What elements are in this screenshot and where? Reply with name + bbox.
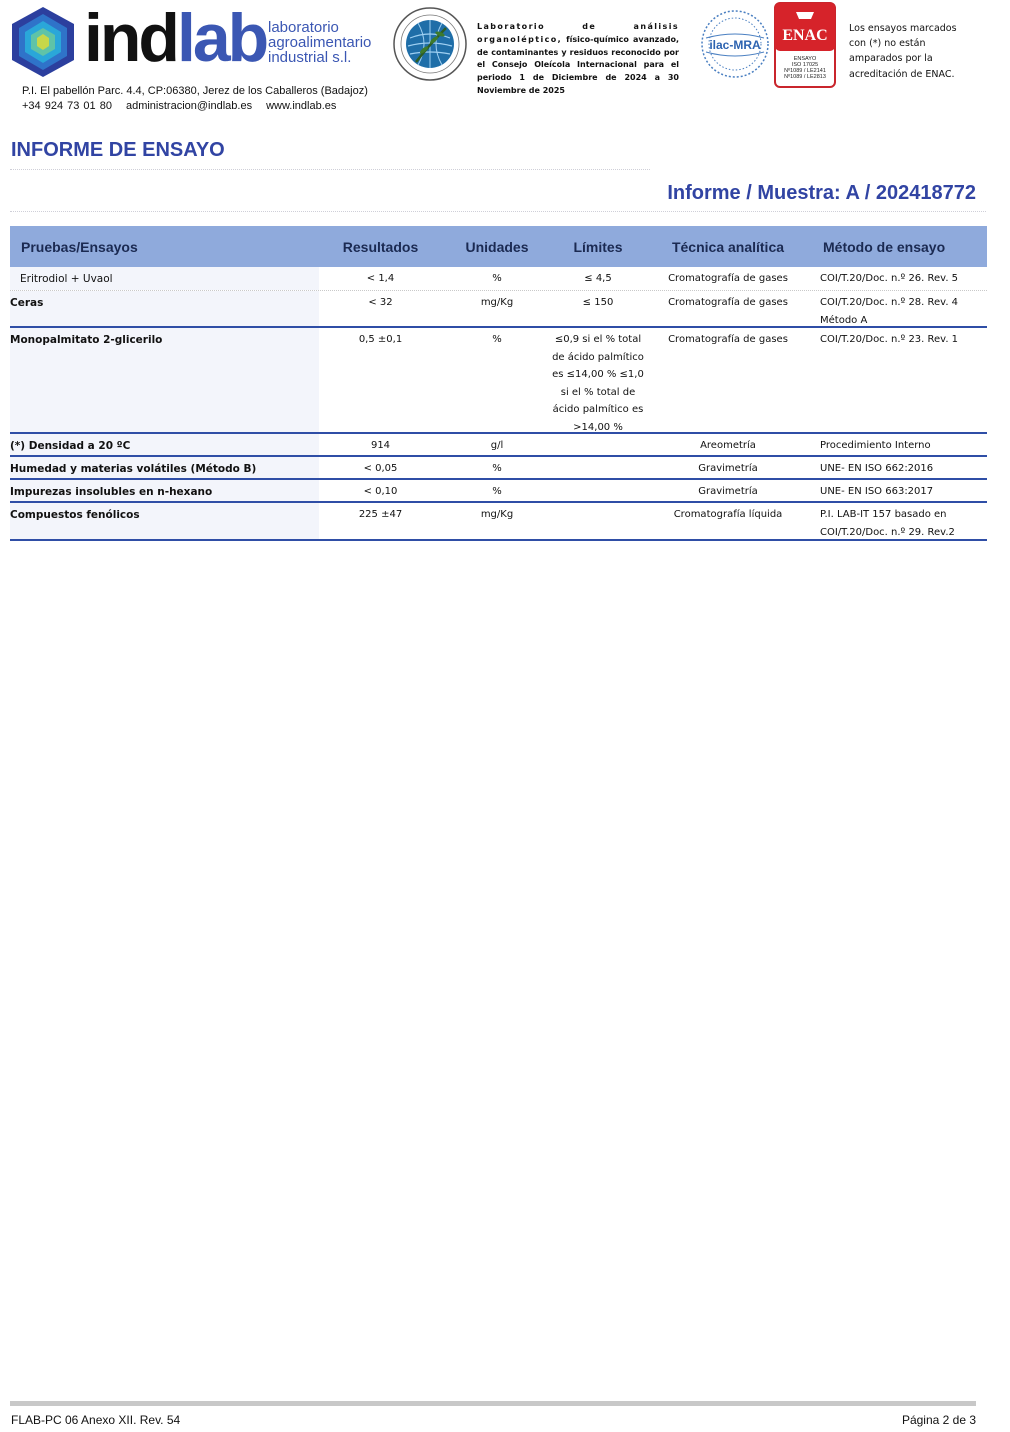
page-title: INFORME DE ENSAYO: [11, 139, 225, 161]
table-row: [10, 267, 987, 291]
cell-result: < 1,4: [366, 273, 395, 284]
table-row: [10, 434, 987, 457]
cell-technique: Cromatografía de gases: [668, 297, 788, 308]
cell-result: 914: [370, 440, 391, 451]
cell-result: < 0,05: [363, 463, 398, 474]
form-reference: FLAB-PC 06 Anexo XII. Rev. 54: [11, 1413, 181, 1427]
cell-limits: [552, 434, 644, 455]
results-table: [10, 226, 987, 541]
cell-technique: Gravimetría: [698, 486, 758, 497]
svg-text:ENAC: ENAC: [782, 27, 828, 44]
brand-subtitle: laboratorio agroalimentario industrial s.l.: [268, 19, 372, 66]
cell-units: mg/Kg: [480, 297, 514, 308]
cell-test: Humedad y materias volátiles (Método B): [10, 457, 319, 478]
cell-limits: [552, 480, 644, 501]
cell-result: 0,5 ±0,1: [358, 334, 403, 345]
divider: [10, 211, 986, 212]
svg-text:Nº1089 / LE2141: Nº1089 / LE2141: [784, 68, 826, 74]
cell-units: g/l: [490, 440, 504, 451]
table-row: [10, 457, 987, 480]
column-header-limits: Límites: [573, 238, 623, 255]
cell-units: %: [492, 273, 502, 284]
svg-text:ilac-MRA: ilac-MRA: [709, 38, 761, 52]
cell-units: %: [492, 463, 502, 474]
table-row: [10, 291, 987, 328]
cell-technique: Cromatografía de gases: [668, 334, 788, 345]
coi-seal-icon: [392, 6, 468, 82]
table-row: [10, 328, 987, 434]
cell-test: Monopalmitato 2-glicerilo: [10, 328, 319, 432]
cell-method: COI/T.20/Doc. n.º 28. Rev. 4 Método A: [820, 297, 959, 326]
cell-units: mg/Kg: [480, 509, 514, 520]
cell-method: Procedimiento Interno: [820, 440, 931, 451]
cell-result: < 0,10: [363, 486, 398, 497]
cell-result: 225 ±47: [358, 509, 403, 520]
divider: [10, 169, 650, 170]
column-header-result: Resultados: [342, 238, 419, 255]
column-header-technique: Técnica analítica: [671, 238, 785, 255]
sample-id-title: Informe / Muestra: A / 202418772: [667, 182, 976, 204]
svg-text:Nº1089 / LE2813: Nº1089 / LE2813: [784, 74, 826, 80]
cell-method: COI/T.20/Doc. n.º 26. Rev. 5: [820, 273, 959, 284]
cell-method: P.I. LAB-IT 157 basado en COI/T.20/Doc. n.º 29. Rev.2: [820, 509, 955, 538]
email-link[interactable]: administracion@indlab.es: [125, 100, 253, 112]
cell-result: < 32: [368, 297, 393, 308]
ilac-mra-icon: [700, 8, 770, 80]
cell-test: (*) Densidad a 20 ºC: [10, 434, 319, 455]
cell-method: UNE- EN ISO 663:2017: [820, 486, 934, 497]
cell-technique: Cromatografía de gases: [668, 273, 788, 284]
cell-units: %: [492, 334, 502, 345]
page-number: Página 2 de 3: [901, 1413, 976, 1427]
cell-units: %: [492, 486, 502, 497]
cell-technique: Areometría: [700, 440, 756, 451]
footer-divider: [10, 1401, 976, 1406]
indlab-logo-icon: [10, 6, 76, 78]
cell-limits: ≤ 150: [582, 297, 614, 308]
cell-limits: ≤0,9 si el % total de ácido palmítico es ≤14,00 % ≤1,0 si el % total de ácido palmítico es >14,00 %: [552, 334, 644, 433]
enac-accreditation-icon: [774, 2, 836, 88]
svg-text:ENSAYO: ENSAYO: [793, 56, 817, 62]
cell-limits: [552, 457, 644, 478]
column-header-units: Unidades: [465, 238, 529, 255]
coi-recognition-text: Laboratorio de análisis organoléptico, físico-químico avanzado, de contaminantes y residuos reconocido por el Consejo Oleícola Internacional para el periodo 1 de Diciembre de 2024 a 30 Noviembre de 2025: [477, 22, 679, 95]
cell-test: Compuestos fenólicos: [10, 503, 319, 539]
website-link[interactable]: www.indlab.es: [266, 100, 337, 112]
cell-technique: Cromatografía líquida: [673, 509, 783, 520]
enac-disclaimer: Los ensayos marcados con (*) no están amparados por la acreditación de ENAC.: [849, 23, 957, 80]
cell-test: Ceras: [10, 291, 319, 326]
cell-technique: Gravimetría: [698, 463, 758, 474]
address-line: P.I. El pabellón Parc. 4.4, CP:06380, Jerez de los Caballeros (Badajoz): [22, 85, 368, 97]
brand-wordmark: indlab: [84, 0, 267, 76]
cell-limits: ≤ 4,5: [584, 273, 612, 284]
cell-test: Impurezas insolubles en n-hexano: [10, 480, 319, 501]
cell-limits: [552, 503, 644, 539]
table-row: [10, 503, 987, 541]
contact-line: [22, 100, 350, 112]
svg-text:ISO 17025: ISO 17025: [791, 62, 819, 68]
cell-method: UNE- EN ISO 662:2016: [820, 463, 934, 474]
table-header: [10, 226, 987, 267]
cell-test: Eritrodiol + Uvaol: [10, 267, 319, 290]
phone: +34 924 73 01 80: [22, 100, 112, 112]
cell-method: COI/T.20/Doc. n.º 23. Rev. 1: [820, 334, 959, 345]
table-row: [10, 480, 987, 503]
column-header-method: Método de ensayo: [823, 238, 946, 255]
column-header-test: Pruebas/Ensayos: [21, 238, 138, 255]
